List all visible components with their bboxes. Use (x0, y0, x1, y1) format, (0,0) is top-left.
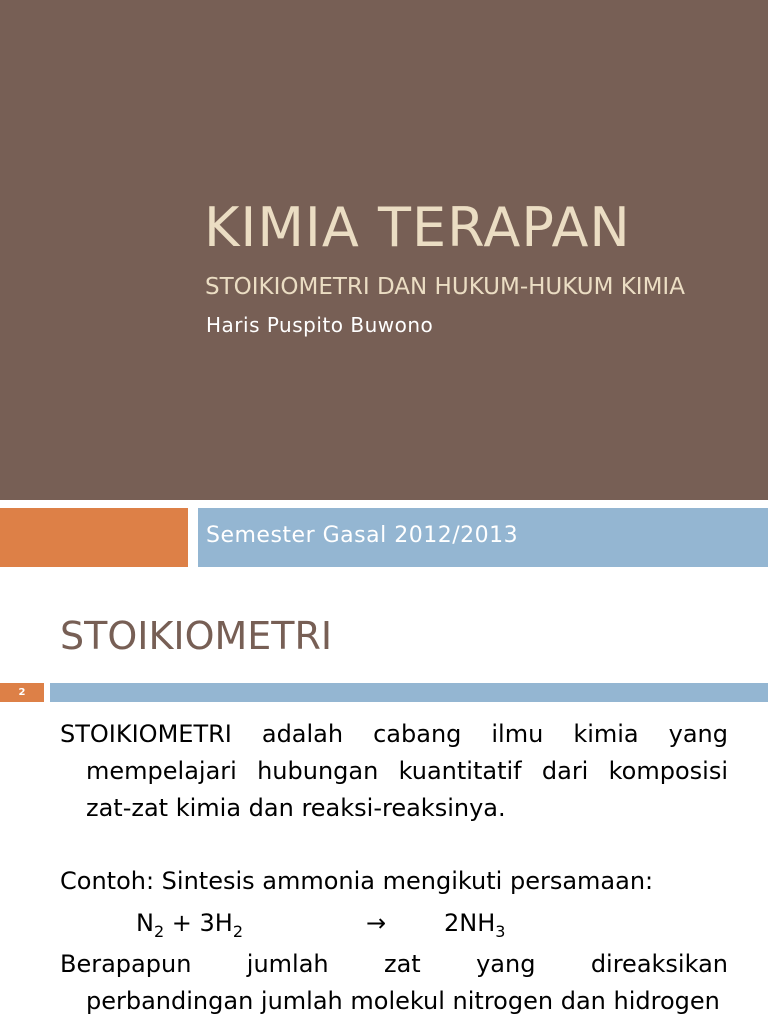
reaction-arrow-icon: → (366, 909, 387, 937)
equation-products: $2NH_3$ (444, 909, 506, 941)
author-name: Haris Puspito Buwono (206, 313, 434, 337)
slide-title: KIMIA TERAPAN (204, 196, 631, 259)
chemical-equation (60, 900, 728, 946)
slide-subtitle: STOIKIOMETRI DAN HUKUM-HUKUM KIMIA (205, 274, 685, 300)
body-text-line-1: Berapapun jumlah zat yang direaksikan (60, 950, 728, 978)
orange-accent-block (0, 508, 188, 567)
slide-header-bar (50, 683, 768, 702)
body-text-line-2: perbandingan jumlah molekul nitrogen dan hidrogen (86, 987, 720, 1015)
example-intro: Contoh: Sintesis ammonia mengikuti persamaan: (60, 867, 654, 895)
semester-label: Semester Gasal 2012/2013 (206, 523, 519, 548)
equation-reactants: $N_2 + 3H_2$ (136, 909, 244, 941)
slide-number: 2 (18, 687, 26, 698)
section-title: STOIKIOMETRI (60, 614, 333, 658)
slide-body (60, 716, 728, 1020)
definition-paragraph: STOIKIOMETRI adalah cabang ilmu kimia yang mempelajari hubungan kuantitatif dari komposisi zat-zat kimia dan reaksi-reaksinya. (60, 720, 728, 822)
